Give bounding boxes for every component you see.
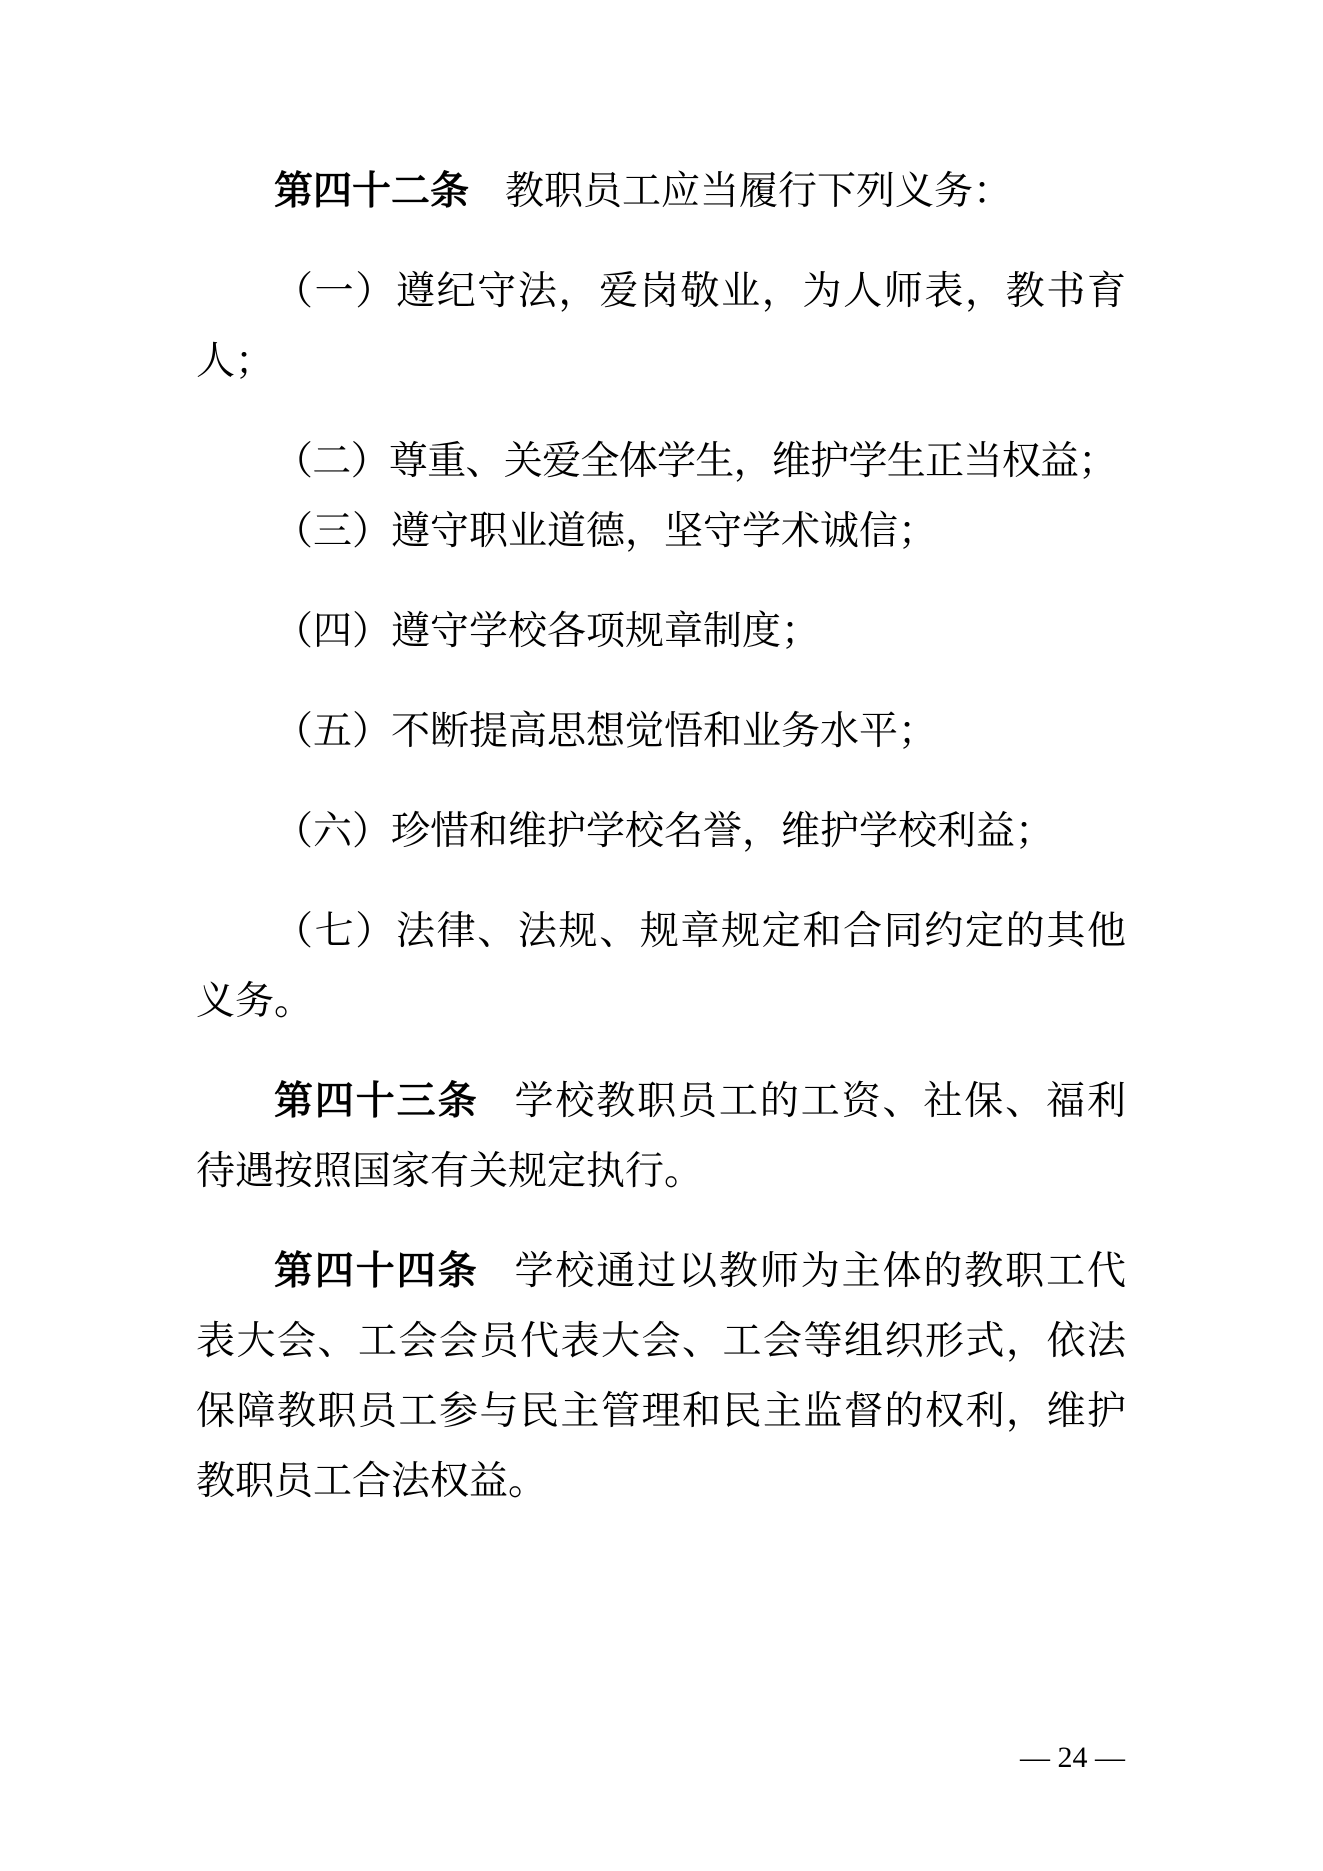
article-42-item-7: （七）法律、法规、规章规定和合同约定的其他义务。 — [196, 910, 1126, 1023]
article-44-body: 学校通过以教师为主体的教职工代表大会、工会会员代表大会、工会等组织形式，依法保障教职员工参与民主管理和民主监督的权利，维护教职员工合法权益。 — [196, 1250, 1126, 1503]
article-42-item-4: （四）遵守学校各项规章制度； — [274, 610, 821, 653]
article-42-item-3: （三）遵守职业道德，坚守学术诚信； — [274, 510, 938, 553]
article-43-body: 学校教职员工的工资、社保、福利待遇按照国家有关规定执行。 — [196, 1080, 1126, 1193]
page-number: — 24 — — [1020, 1741, 1125, 1774]
article-43-number: 第四十三条 — [274, 1080, 479, 1123]
article-42-number: 第四十二条 — [274, 170, 470, 213]
article-42-item-2: （二）尊重、关爱全体学生，维护学生正当权益； — [274, 440, 1117, 483]
document-body — [196, 157, 1126, 1547]
article-43-paragraph — [196, 1067, 1126, 1207]
article-42-heading — [196, 157, 1126, 227]
article-42-intro: 教职员工应当履行下列义务： — [505, 170, 1013, 213]
article-42-item-1: （一）遵纪守法，爱岗敬业，为人师表，教书育人； — [196, 270, 1126, 383]
article-42-item-5: （五）不断提高思想觉悟和业务水平； — [274, 710, 938, 753]
article-44-paragraph — [196, 1237, 1126, 1517]
article-42-item-6: （六）珍惜和维护学校名誉，维护学校利益； — [274, 810, 1055, 853]
article-44-number: 第四十四条 — [274, 1250, 479, 1293]
